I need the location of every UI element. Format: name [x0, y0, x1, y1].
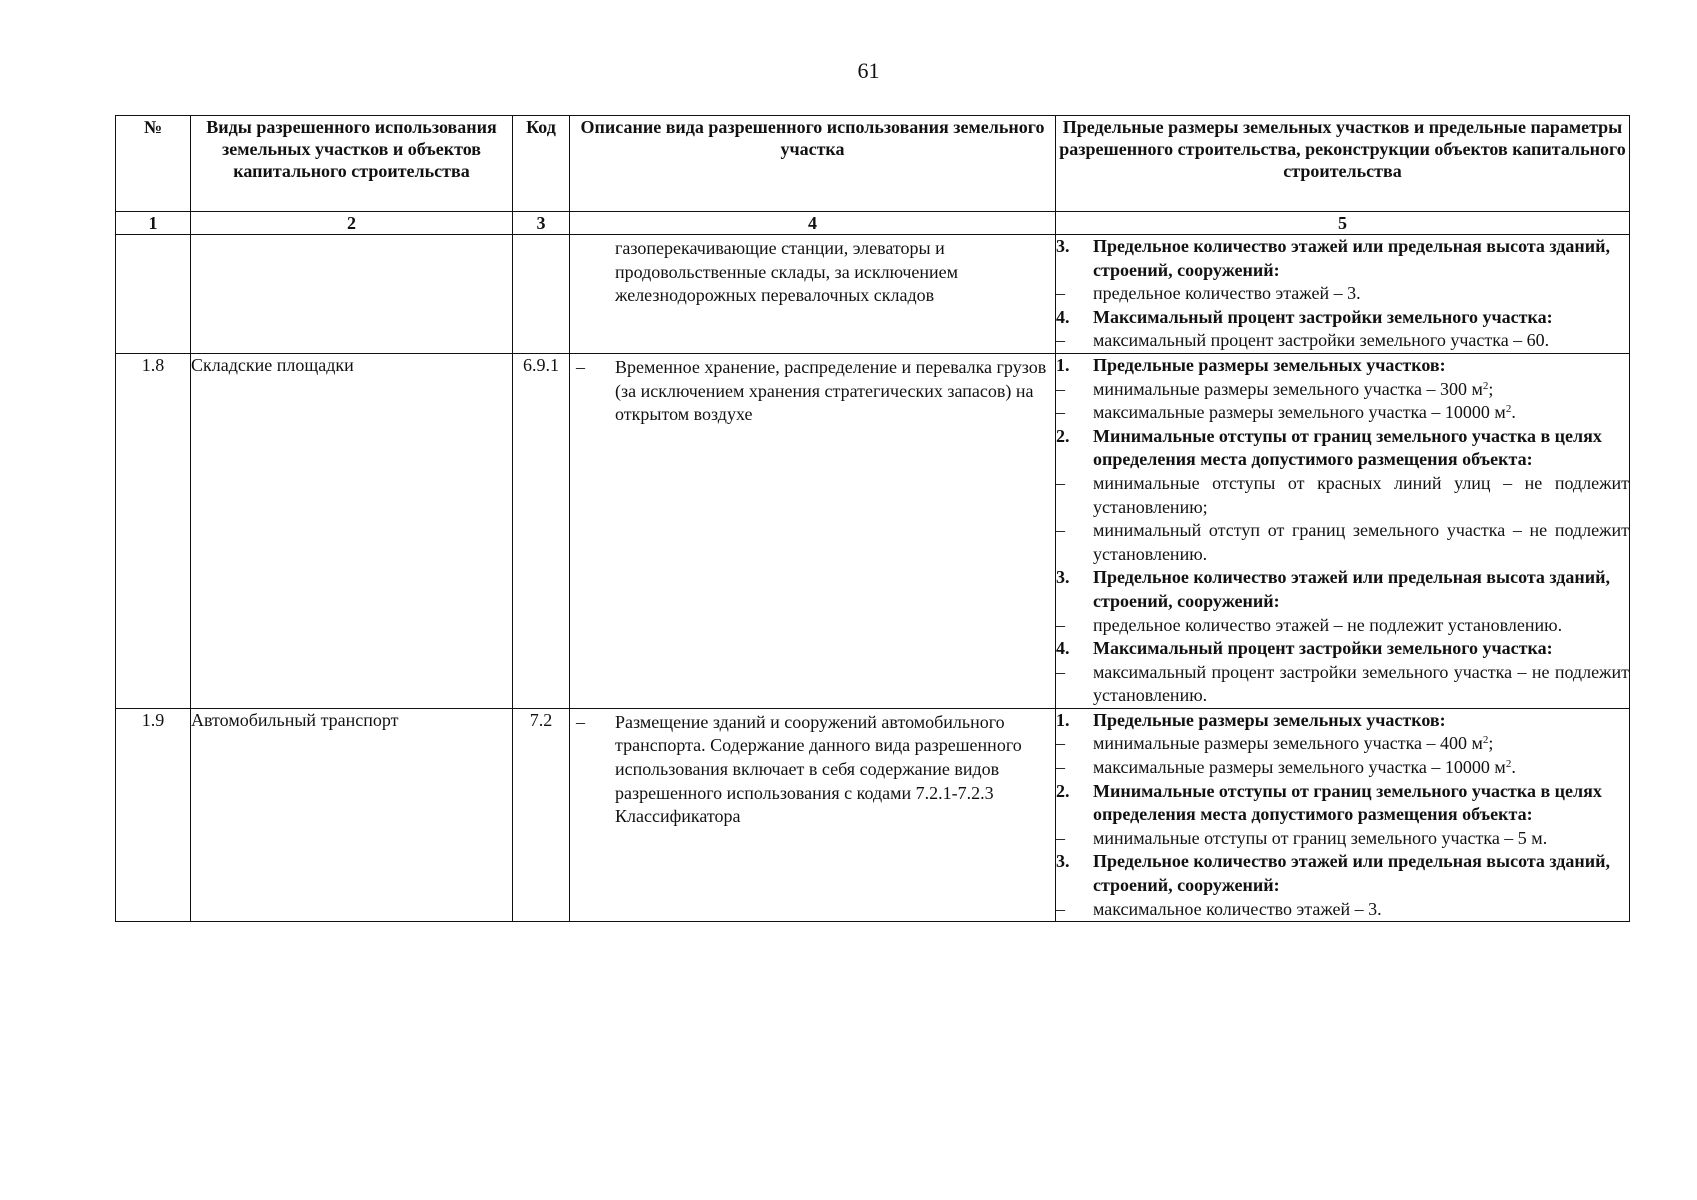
table-row [116, 235, 1630, 354]
page-number: 61 [857, 58, 880, 83]
parameter-text-main: Предельное количество этажей или предельная высота зданий, строений, сооружений: [1093, 851, 1611, 896]
column-number-row [116, 212, 1630, 235]
list-number: 4. [1056, 306, 1070, 327]
parameters-cell [1056, 708, 1630, 921]
parameter-item [1056, 472, 1629, 519]
superscript: 2 [1482, 379, 1489, 392]
list-number: 3. [1056, 851, 1070, 872]
dash-marker: – [1056, 378, 1065, 399]
list-number: 2. [1056, 425, 1070, 446]
dash-marker: – [1056, 898, 1065, 919]
parameter-text [1093, 732, 1629, 756]
parameter-text [1093, 850, 1629, 897]
parameter-text-main: максимальное количество этажей – 3. [1093, 898, 1382, 919]
table-body [116, 235, 1630, 922]
description-text: Размещение зданий и сооружений автомобильного транспорта. Содержание данного вида разрешенного использования включает в себя содержание видов разрешенного использования с кодами 7.2.1-7.2.3 Классификатора [615, 711, 1022, 827]
use-type-code: 7.2 [513, 708, 570, 921]
header-use-type: Виды разрешенного использования земельных участков и объектов капитального строительства [191, 116, 513, 212]
parameter-text-main: Максимальный процент застройки земельного участка: [1093, 306, 1553, 327]
description-line [570, 354, 1055, 427]
dash-marker: – [1056, 330, 1065, 351]
table-header-row [116, 116, 1630, 212]
parameter-item [1056, 732, 1629, 756]
parameter-heading [1056, 425, 1629, 472]
parameter-text [1093, 898, 1629, 922]
parameter-text [1093, 329, 1629, 353]
parameter-text [1093, 709, 1629, 733]
parameter-heading [1056, 780, 1629, 827]
dash-marker: – [576, 356, 585, 377]
dash-marker: – [1056, 614, 1065, 635]
parameter-text-main: Предельное количество этажей или предельная высота зданий, строений, сооружений: [1093, 236, 1611, 280]
parameter-heading [1056, 709, 1629, 733]
use-description-cell [570, 353, 1056, 708]
parameter-item [1056, 756, 1629, 780]
column-number: 1 [116, 212, 191, 235]
header-description: Описание вида разрешенного использования земельного участка [570, 116, 1056, 212]
punctuation: ; [1488, 378, 1494, 399]
superscript: 2 [1505, 758, 1512, 771]
punctuation: . [1511, 757, 1516, 778]
parameter-text [1093, 519, 1629, 566]
parameter-text [1093, 306, 1629, 330]
parameter-text [1093, 472, 1629, 519]
parameters-cell [1056, 235, 1630, 354]
parameter-item [1056, 827, 1629, 851]
use-description-cell [570, 708, 1056, 921]
dash-marker: – [1056, 283, 1065, 304]
parameter-item [1056, 519, 1629, 566]
parameter-text [1093, 566, 1629, 613]
dash-marker: – [1056, 827, 1065, 848]
parameter-text-main: Предельное количество этажей или предельная высота зданий, строений, сооружений: [1093, 567, 1611, 611]
parameter-text [1093, 401, 1629, 425]
list-number: 1. [1056, 354, 1070, 375]
punctuation: ; [1488, 733, 1494, 754]
description-line [570, 235, 1055, 308]
dash-marker: – [1056, 472, 1065, 493]
dash-marker: – [1056, 757, 1065, 778]
list-number: 1. [1056, 709, 1070, 730]
table-row [116, 353, 1630, 708]
parameter-text-main: минимальный отступ от границ земельного участка – не подлежит установлению. [1093, 520, 1629, 564]
parameter-text-main: максимальные размеры земельного участка – 10000 м [1093, 402, 1506, 423]
dash-marker: – [1056, 402, 1065, 423]
list-number: 2. [1056, 780, 1070, 801]
parameter-text [1093, 614, 1629, 638]
dash-marker: – [1056, 520, 1065, 541]
use-type-name: Складские площадки [191, 353, 513, 708]
description-text: газоперекачивающие станции, элеваторы и продовольственные склады, за исключением железнодорожных перевалочных складов [615, 238, 959, 306]
dash-marker: – [576, 711, 585, 732]
row-number [116, 235, 191, 354]
parameter-text [1093, 661, 1629, 708]
parameters-cell [1056, 353, 1630, 708]
dash-marker: – [1056, 733, 1065, 754]
use-type-name: Автомобильный транспорт [191, 708, 513, 921]
parameter-text-main: Максимальный процент застройки земельного участка: [1093, 638, 1553, 659]
parameter-item [1056, 898, 1629, 922]
parameter-text [1093, 282, 1629, 306]
row-number: 1.8 [116, 353, 191, 708]
parameter-text [1093, 756, 1629, 780]
use-type-code: 6.9.1 [513, 353, 570, 708]
column-number: 5 [1056, 212, 1630, 235]
parameter-text [1093, 827, 1629, 851]
parameter-item [1056, 282, 1629, 306]
list-number: 3. [1056, 236, 1070, 256]
parameter-text [1093, 235, 1629, 282]
parameter-heading [1056, 235, 1629, 282]
parameter-heading [1056, 637, 1629, 661]
parameter-text-main: Предельные размеры земельных участков: [1093, 709, 1446, 730]
column-number: 2 [191, 212, 513, 235]
use-description-cell [570, 235, 1056, 354]
column-number: 4 [570, 212, 1056, 235]
description-line [570, 709, 1055, 829]
parameter-text [1093, 354, 1629, 378]
parameter-text-main: минимальные размеры земельного участка – 400 м [1093, 733, 1483, 754]
parameter-item [1056, 614, 1629, 638]
use-type-code [513, 235, 570, 354]
parameter-text-main: Минимальные отступы от границ земельного участка в целях определения места допустимого размещения объекта: [1093, 425, 1602, 470]
parameter-heading [1056, 566, 1629, 613]
header-parameters: Предельные размеры земельных участков и предельные параметры разрешенного строительства, реконструкции объектов капитального строительства [1056, 116, 1630, 212]
parameter-text-main: предельное количество этажей – не подлежит установлению. [1093, 614, 1563, 635]
parameter-text [1093, 425, 1629, 472]
column-number: 3 [513, 212, 570, 235]
table-row [116, 708, 1630, 921]
parameter-text [1093, 378, 1629, 402]
parameter-heading [1056, 306, 1629, 330]
parameter-item [1056, 329, 1629, 353]
header-code: Код [513, 116, 570, 212]
parameter-heading [1056, 354, 1629, 378]
list-number: 4. [1056, 638, 1070, 659]
punctuation: . [1511, 402, 1516, 423]
parameter-heading [1056, 850, 1629, 897]
superscript: 2 [1505, 403, 1512, 416]
parameter-text-main: минимальные размеры земельного участка – 300 м [1093, 378, 1483, 399]
parameter-text-main: минимальные отступы от красных линий улиц – не подлежит установлению; [1093, 472, 1629, 517]
parameter-text-main: максимальный процент застройки земельного участка – не подлежит установлению. [1093, 661, 1629, 706]
parameter-text-main: Минимальные отступы от границ земельного участка в целях определения места допустимого размещения объекта: [1093, 780, 1602, 825]
parameter-item [1056, 378, 1629, 402]
list-number: 3. [1056, 567, 1070, 588]
parameter-text-main: Предельные размеры земельных участков: [1093, 354, 1446, 375]
land-use-table [115, 115, 1630, 922]
parameter-text-main: максимальный процент застройки земельного участка – 60. [1093, 330, 1550, 351]
parameter-text [1093, 637, 1629, 661]
header-number: № [116, 116, 191, 212]
parameter-text [1093, 780, 1629, 827]
parameter-text-main: предельное количество этажей – 3. [1093, 283, 1361, 304]
use-type-name [191, 235, 513, 354]
parameter-item [1056, 661, 1629, 708]
dash-marker: – [1056, 661, 1065, 682]
parameter-text-main: максимальные размеры земельного участка – 10000 м [1093, 757, 1506, 778]
parameter-text-main: минимальные отступы от границ земельного участка – 5 м. [1093, 827, 1548, 848]
parameter-item [1056, 401, 1629, 425]
superscript: 2 [1482, 734, 1489, 747]
row-number: 1.9 [116, 708, 191, 921]
description-text: Временное хранение, распределение и перевалка грузов (за исключением хранения стратегических запасов) на открытом воздухе [615, 356, 1047, 425]
